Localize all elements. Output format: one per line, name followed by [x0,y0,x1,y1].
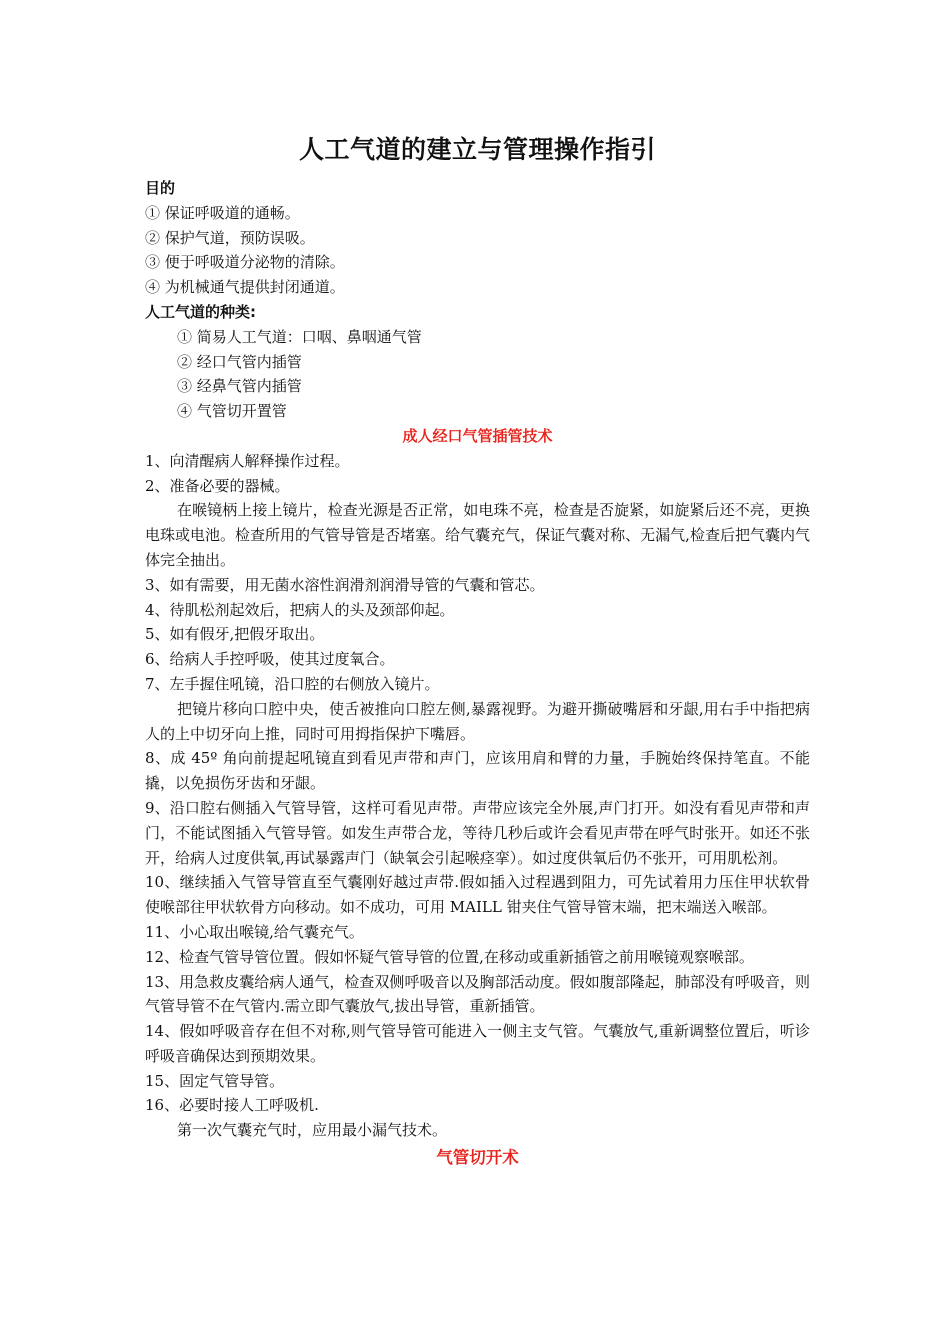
intubation-step: 11、小心取出喉镜,给气囊充气。 [145,922,364,941]
intubation-step-detail: 第一次气囊充气时，应用最小漏气技术。 [177,1121,448,1140]
airway-types-heading: 人工气道的种类: [145,302,256,321]
airway-type-item: ① 简易人工气道：口咽、鼻咽通气管 [177,327,422,346]
intubation-step: 2、准备必要的器械。 [145,476,290,495]
intubation-step: 6、给病人手控呼吸，使其过度氧合。 [145,650,395,669]
intubation-section [145,424,810,1143]
purpose-item: ② 保护气道，预防误吸。 [145,228,315,247]
airway-type-item: ② 经口气管内插管 [177,352,302,371]
intubation-step: 15、固定气管导管。 [145,1071,285,1090]
tracheotomy-heading: 气管切开术 [436,1148,519,1168]
intubation-step: 4、待肌松剂起效后，把病人的头及颈部仰起。 [145,600,455,619]
purpose-section [145,176,810,300]
purpose-item: ③ 便于呼吸道分泌物的清除。 [145,253,345,272]
document-page [145,128,810,1173]
intubation-step: 1、向清醒病人解释操作过程。 [145,451,350,470]
intubation-step: 8、成 45º 角向前提起吼镜直到看见声带和声门，应该用肩和臂的力量，手腕始终保持笔直。不能撬，以免损伤牙齿和牙龈。 [145,749,810,793]
document-title: 人工气道的建立与管理操作指引 [298,135,656,164]
airway-type-item: ③ 经鼻气管内插管 [177,377,302,396]
intubation-step: 5、如有假牙,把假牙取出。 [145,625,325,644]
intubation-step: 7、左手握住吼镜，沿口腔的右侧放入镜片。 [145,674,440,693]
intubation-step: 12、检查气管导管位置。假如怀疑气管导管的位置,在移动或重新插管之前用喉镜观察喉部。 [145,947,754,966]
intubation-step: 14、假如呼吸音存在但不对称,则气管导管可能进入一侧主支气管。气囊放气,重新调整位置后，听诊呼吸音确保达到预期效果。 [145,1022,810,1065]
intubation-step-detail: 在喉镜柄上接上镜片，检查光源是否正常，如电珠不亮，检查是否旋紧，如旋紧后还不亮，更换电珠或电池。检查所用的气管导管是否堵塞。给气囊充气，保证气囊对称、无漏气,检查后把气囊内气体完全抽出。 [145,501,810,569]
intubation-step: 10、继续插入气管导管直至气囊刚好越过声带.假如插入过程遇到阻力，可先试着用力压住甲状软骨使喉部往甲状软骨方向移动。如不成功，可用 MAILL 钳夹住气管导管末端，把末端送入喉部。 [145,873,810,917]
intubation-heading: 成人经口气管插管技术 [402,426,553,445]
purpose-item: ④ 为机械通气提供封闭通道。 [145,278,345,297]
purpose-item: ① 保证呼吸道的通畅。 [145,203,300,222]
purpose-heading: 目的 [145,179,176,197]
intubation-step: 3、如有需要，用无菌水溶性润滑剂润滑导管的气囊和管芯。 [145,575,545,594]
airway-type-item: ④ 气管切开置管 [177,402,287,421]
intubation-step: 16、必要时接人工呼吸机. [145,1096,319,1115]
airway-types-section [145,300,810,424]
intubation-step-detail: 把镜片移向口腔中央，使舌被推向口腔左侧,暴露视野。为避开撕破嘴唇和牙龈,用右手中指把病人的上中切牙向上推，同时可用拇指保护下嘴唇。 [145,699,810,743]
intubation-step: 9、沿口腔右侧插入气管导管，这样可看见声带。声带应该完全外展,声门打开。如没有看见声带和声门，不能试图插入气管导管。如发生声带合龙，等待几秒后或许会看见声带在呼气时张开。如还不张开，给病人过度供氧,再试暴露声门（缺氧会引起喉痉挛）。如过度供氧后仍不张开，可用肌松剂。 [145,798,810,867]
tracheotomy-section [145,1143,810,1173]
intubation-step: 13、用急救皮囊给病人通气，检查双侧呼吸音以及胸部活动度。假如腹部隆起，肺部没有呼吸音，则气管导管不在气管内.需立即气囊放气,拔出导管，重新插管。 [145,972,810,1016]
